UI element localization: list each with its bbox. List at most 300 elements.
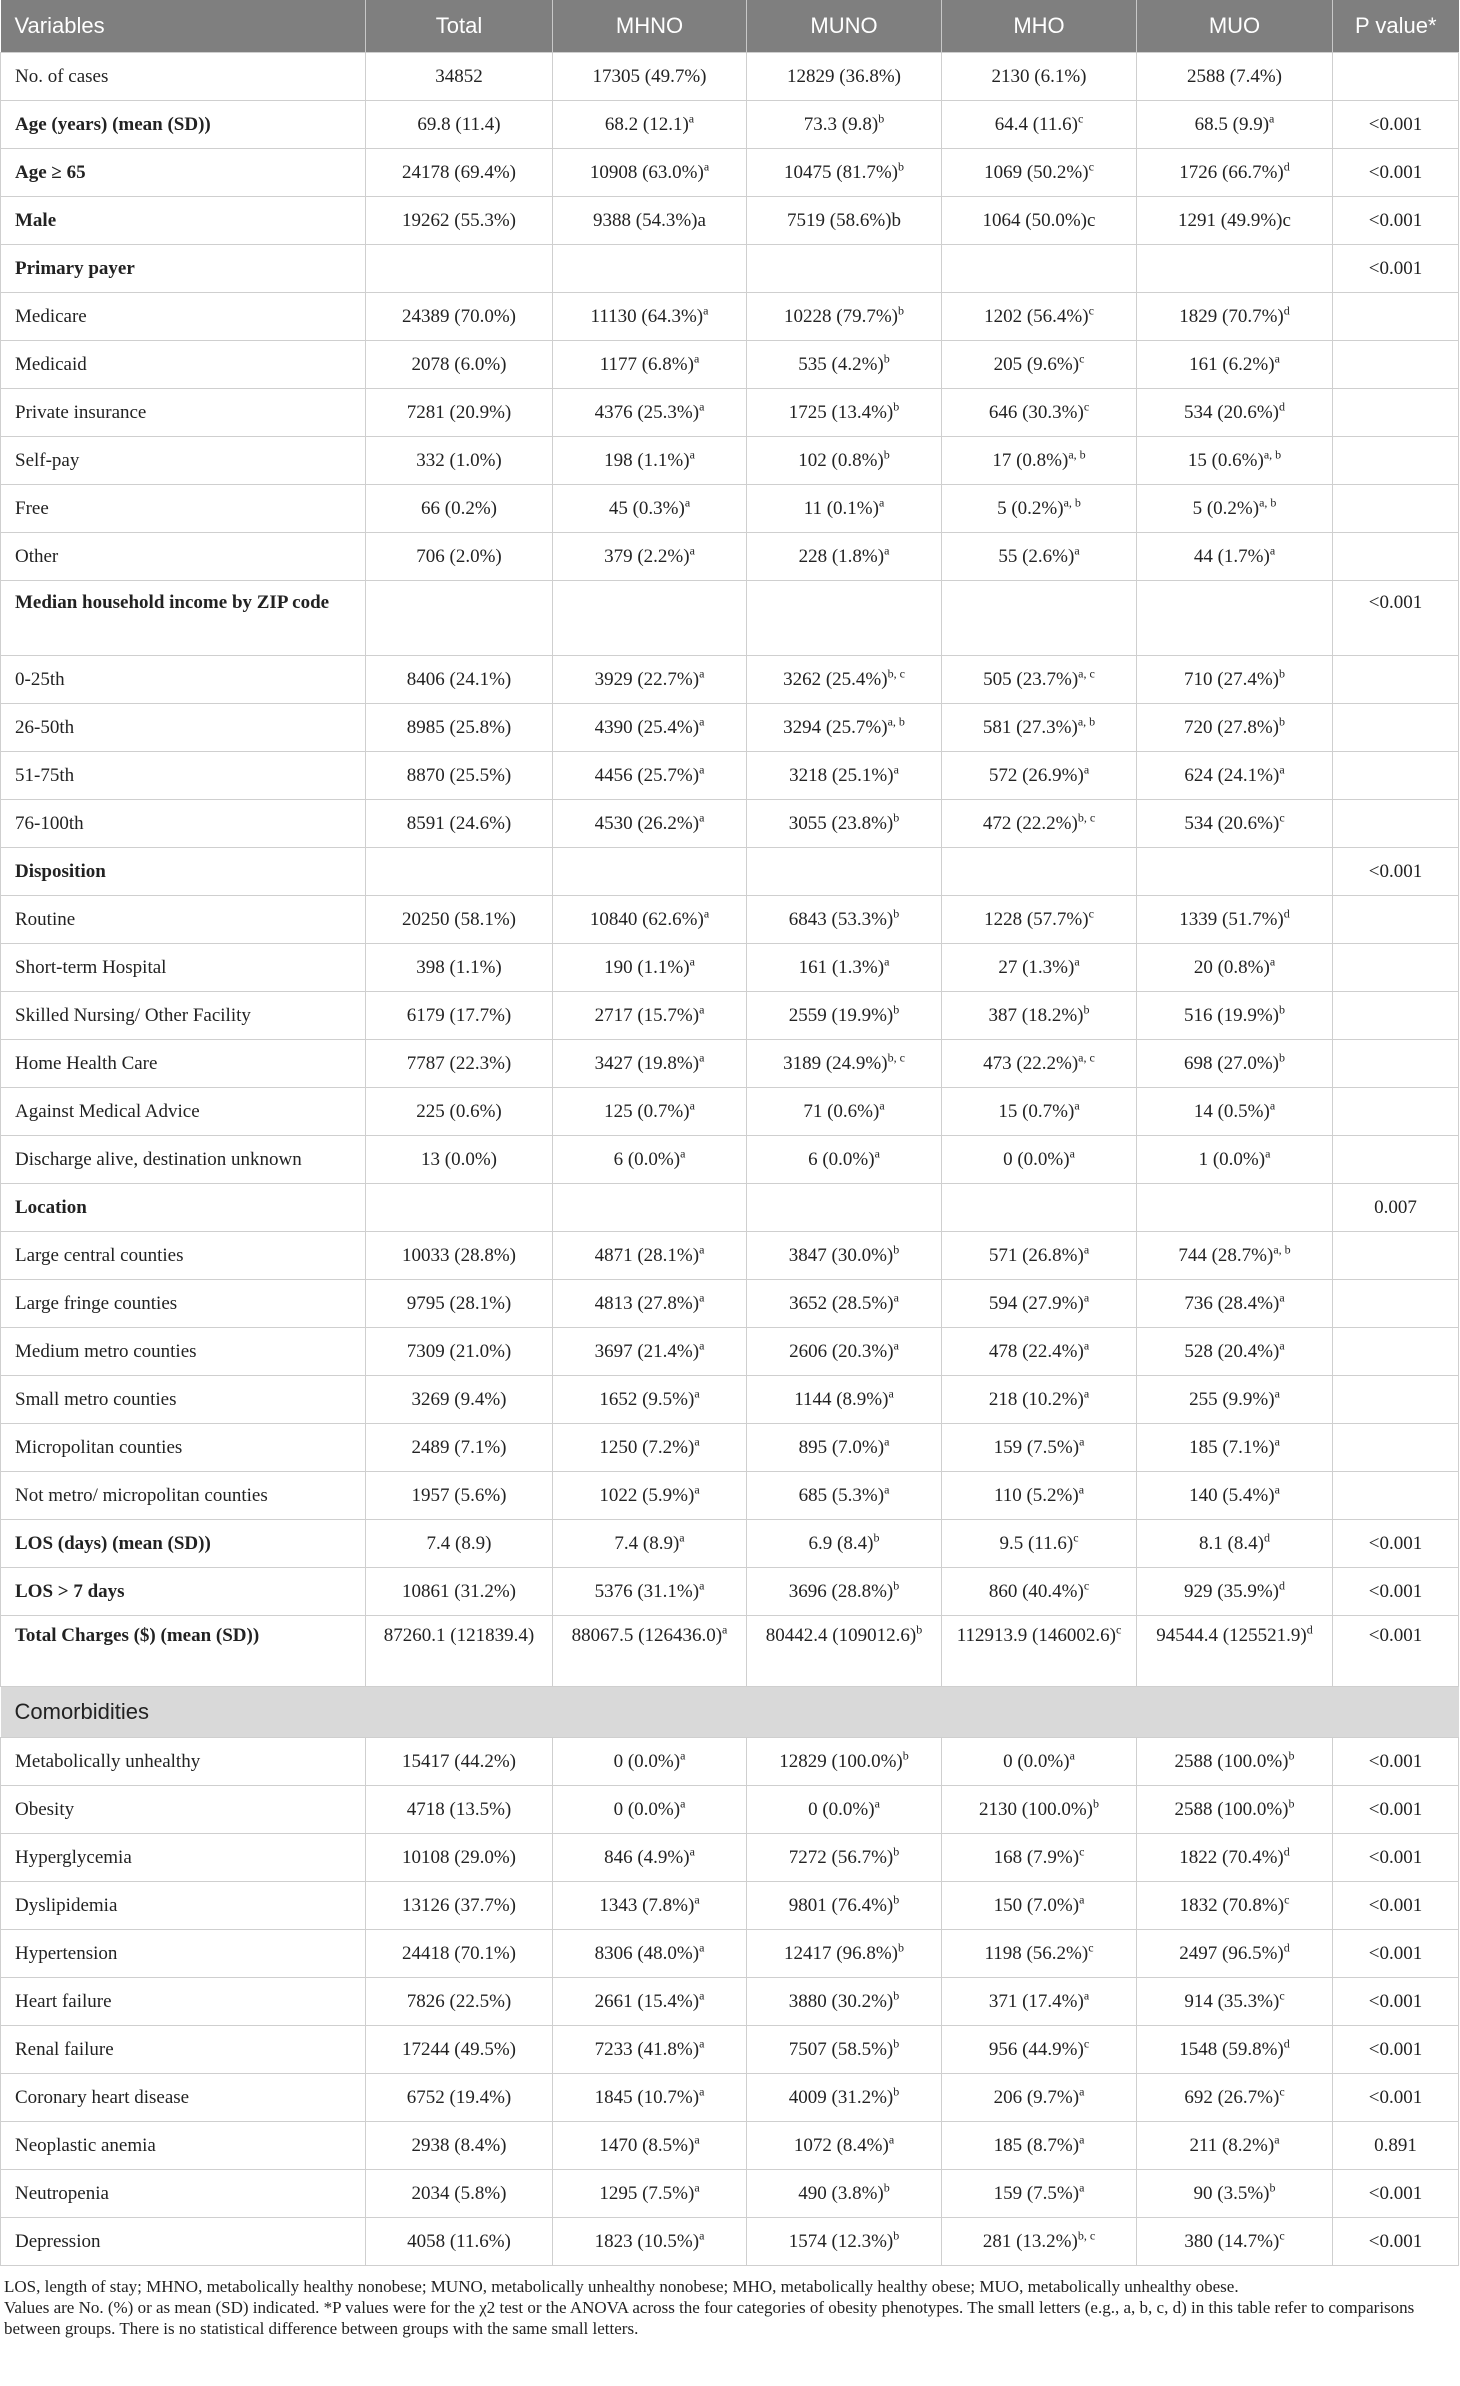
cell-value: 698 (27.0%) <box>1184 1052 1279 1074</box>
cell-value: 3880 (30.2%) <box>788 1990 894 2012</box>
comparison-letter: a <box>699 2228 705 2243</box>
cell-value: 8406 (24.1%) <box>406 668 512 690</box>
cell-value: Home Health Care <box>15 1052 158 1074</box>
row-cell <box>747 656 942 704</box>
comparison-letter: b <box>893 1844 900 1859</box>
row-cell <box>553 341 747 389</box>
comparison-letter: a <box>884 954 890 969</box>
comparison-letter: d <box>1283 303 1290 318</box>
cell-value: Small metro counties <box>15 1388 177 1410</box>
cell-value: Self-pay <box>15 449 80 471</box>
row-cell <box>942 293 1137 341</box>
row-cell <box>1137 848 1333 896</box>
cell-value: 281 (13.2%) <box>982 2230 1078 2252</box>
cell-value: 1228 (57.7%) <box>984 908 1089 930</box>
cell-value: 4813 (27.8%) <box>594 1292 700 1314</box>
cell-value: 3055 (23.8%) <box>788 812 894 834</box>
cell-value: 387 (18.2%) <box>988 1004 1084 1026</box>
row-label <box>1 2026 366 2074</box>
cell-value: 473 (22.2%) <box>983 1052 1079 1074</box>
cell-value: 1829 (70.7%) <box>1179 305 1284 327</box>
cell-value: <0.001 <box>1368 113 1423 135</box>
cell-value: Skilled Nursing/ Other Facility <box>15 1004 251 1026</box>
comparison-letter: b <box>893 399 900 414</box>
cell-value: 860 (40.4%) <box>988 1580 1084 1602</box>
row-cell <box>553 1136 747 1184</box>
row-cell <box>942 1834 1137 1882</box>
row-label <box>1 1376 366 1424</box>
row-cell <box>553 848 747 896</box>
cell-value: 110 (5.2%) <box>993 1484 1079 1506</box>
comparison-letter: a, b <box>1077 714 1096 729</box>
comparison-letter: c <box>1115 1622 1122 1637</box>
comparison-letter: a <box>699 762 705 777</box>
table-row <box>1 1616 1459 1687</box>
row-cell <box>366 704 553 752</box>
cell-value: 692 (26.7%) <box>1184 2086 1280 2108</box>
row-cell <box>942 437 1137 485</box>
row-p-value <box>1333 1088 1459 1136</box>
row-cell <box>942 581 1137 656</box>
cell-value: Other <box>15 545 59 567</box>
row-cell <box>553 389 747 437</box>
row-p-value <box>1333 1376 1459 1424</box>
row-p-value <box>1333 1978 1459 2026</box>
cell-value: 6 (0.0%) <box>808 1148 875 1170</box>
row-cell <box>942 341 1137 389</box>
cell-value: 4718 (13.5%) <box>406 1798 512 1820</box>
row-p-value <box>1333 389 1459 437</box>
row-label <box>1 848 366 896</box>
comparison-letter: b <box>897 159 904 174</box>
row-cell <box>366 1882 553 1930</box>
row-label <box>1 101 366 149</box>
row-cell <box>747 752 942 800</box>
row-cell <box>942 1088 1137 1136</box>
comparison-letter: a <box>699 1242 705 1257</box>
row-p-value <box>1333 800 1459 848</box>
cell-value: 11 (0.1%) <box>803 497 879 519</box>
comparison-letter: a <box>1069 1146 1075 1161</box>
row-cell <box>942 485 1137 533</box>
table-row <box>1 245 1459 293</box>
row-cell <box>942 1472 1137 1520</box>
row-cell <box>553 1786 747 1834</box>
cell-value: 3269 (9.4%) <box>411 1388 507 1410</box>
table-row <box>1 1882 1459 1930</box>
comparison-letter: b <box>897 1940 904 1955</box>
comparison-letter: a <box>878 495 885 510</box>
cell-value: 140 (5.4%) <box>1189 1484 1275 1506</box>
cell-value: Medicaid <box>15 353 87 375</box>
row-cell <box>366 1472 553 1520</box>
row-cell <box>942 197 1137 245</box>
row-cell <box>1137 1472 1333 1520</box>
table-row <box>1 437 1459 485</box>
cell-value: 7519 (58.6%)b <box>787 209 901 231</box>
cell-value: 1202 (56.4%) <box>984 305 1089 327</box>
cell-value: 7.4 (8.9) <box>614 1532 680 1554</box>
row-cell <box>553 1834 747 1882</box>
cell-value: Large fringe counties <box>15 1292 178 1314</box>
cell-value: <0.001 <box>1368 161 1423 183</box>
cell-value: 55 (2.6%) <box>998 545 1075 567</box>
row-cell <box>553 1882 747 1930</box>
cell-value: 87260.1 (121839.4) <box>383 1625 535 1646</box>
cell-value: 12829 (100.0%) <box>779 1750 903 1772</box>
cell-value: 17305 (49.7%) <box>592 65 707 87</box>
comparison-letter: a <box>1069 1748 1075 1763</box>
row-cell <box>942 1978 1137 2026</box>
comparison-letter: a <box>680 1146 686 1161</box>
comparison-letter: a <box>699 1290 705 1305</box>
row-cell <box>1137 752 1333 800</box>
header-mhno: MHNO <box>553 0 747 53</box>
comparison-letter: b <box>893 2228 900 2243</box>
comparison-letter: a <box>1083 1242 1090 1257</box>
cell-value: 7.4 (8.9) <box>426 1532 492 1554</box>
comparison-letter: a <box>699 1002 705 1017</box>
row-cell <box>553 101 747 149</box>
cell-value: 4456 (25.7%) <box>594 764 700 786</box>
comparison-letter: a <box>679 1530 685 1545</box>
comparison-letter: a <box>703 303 709 318</box>
cell-value: 14 (0.5%) <box>1193 1100 1270 1122</box>
table-row <box>1 1978 1459 2026</box>
cell-value: 150 (7.0%) <box>993 1894 1080 1916</box>
header-muno: MUNO <box>747 0 942 53</box>
row-p-value <box>1333 752 1459 800</box>
row-p-value <box>1333 245 1459 293</box>
row-cell <box>942 656 1137 704</box>
row-label <box>1 1882 366 1930</box>
cell-value: 13 (0.0%) <box>421 1148 497 1170</box>
cell-value: 581 (27.3%) <box>982 716 1078 738</box>
cell-value: Metabolically unhealthy <box>15 1750 201 1772</box>
comparison-letter: b <box>893 2084 900 2099</box>
row-cell <box>747 389 942 437</box>
comparison-letter: a <box>1279 762 1285 777</box>
table-row <box>1 1088 1459 1136</box>
row-p-value <box>1333 896 1459 944</box>
row-cell <box>942 1376 1137 1424</box>
row-label <box>1 1834 366 1882</box>
cell-value: 1652 (9.5%) <box>599 1388 695 1410</box>
row-cell <box>747 1930 942 1978</box>
comparison-letter: a <box>699 2036 705 2051</box>
comparison-letter: a <box>694 1482 700 1497</box>
row-cell <box>747 1088 942 1136</box>
cell-value: 1339 (51.7%) <box>1179 908 1284 930</box>
cell-value: Neutropenia <box>15 2182 109 2204</box>
cell-value: 8306 (48.0%) <box>594 1942 700 1964</box>
row-cell <box>366 1088 553 1136</box>
cell-value: 0 (0.0%) <box>613 1798 681 1820</box>
cell-value: 3262 (25.4%) <box>783 668 888 690</box>
row-label <box>1 1472 366 1520</box>
table-row <box>1 149 1459 197</box>
row-label <box>1 389 366 437</box>
row-p-value <box>1333 2026 1459 2074</box>
cell-value: 80442.4 (109012.6) <box>765 1625 917 1646</box>
cell-value: 3929 (22.7%) <box>594 668 700 690</box>
cell-value: 198 (1.1%) <box>604 449 690 471</box>
table-row <box>1 533 1459 581</box>
cell-value: 1069 (50.2%) <box>984 161 1089 183</box>
table-row <box>1 1328 1459 1376</box>
comparison-letter: a <box>684 495 691 510</box>
cell-value: 8.1 (8.4) <box>1199 1532 1264 1554</box>
cell-value: 1 (0.0%) <box>1198 1148 1266 1170</box>
cell-value: 571 (26.8%) <box>988 1244 1084 1266</box>
cell-value: 1343 (7.8%) <box>599 1894 695 1916</box>
row-cell <box>747 1738 942 1786</box>
row-p-value <box>1333 2170 1459 2218</box>
comparison-letter: a <box>694 1892 700 1907</box>
row-cell <box>366 53 553 101</box>
comparison-letter: a <box>722 1622 728 1637</box>
comparison-letter: b <box>883 2180 890 2195</box>
cell-value: 3652 (28.5%) <box>789 1292 894 1314</box>
row-cell <box>366 656 553 704</box>
comparison-letter: a <box>694 2132 700 2147</box>
comparison-letter: b <box>883 351 890 366</box>
cell-value: 76-100th <box>15 812 84 834</box>
cell-value: 3696 (28.8%) <box>788 1580 894 1602</box>
cell-value: 1072 (8.4%) <box>793 2134 889 2156</box>
cell-value: 534 (20.6%) <box>1184 401 1279 423</box>
row-label <box>1 2122 366 2170</box>
cell-value: Dyslipidemia <box>15 1894 118 1916</box>
comparison-letter: a <box>689 1098 695 1113</box>
row-cell <box>1137 1520 1333 1568</box>
row-label <box>1 533 366 581</box>
comparison-letter: a <box>699 714 705 729</box>
row-p-value <box>1333 1738 1459 1786</box>
row-cell <box>942 752 1137 800</box>
row-cell <box>942 704 1137 752</box>
row-cell <box>366 1424 553 1472</box>
comparison-letter: d <box>1283 1940 1290 1955</box>
table-row <box>1 1424 1459 1472</box>
row-cell <box>747 293 942 341</box>
row-cell <box>942 944 1137 992</box>
comparison-letter: a <box>1274 1482 1280 1497</box>
row-p-value <box>1333 1424 1459 1472</box>
comparison-letter: a <box>1274 351 1280 366</box>
row-cell <box>942 2218 1137 2266</box>
cell-value: 1822 (70.4%) <box>1179 1846 1284 1868</box>
row-cell <box>553 1930 747 1978</box>
row-cell <box>366 1184 553 1232</box>
row-p-value <box>1333 485 1459 533</box>
cell-value: <0.001 <box>1368 592 1423 613</box>
row-cell <box>942 53 1137 101</box>
table-row <box>1 1184 1459 1232</box>
row-cell <box>942 1616 1137 1687</box>
cell-value: 168 (7.9%) <box>993 1846 1080 1868</box>
row-cell <box>1137 896 1333 944</box>
row-cell <box>747 1978 942 2026</box>
table-row <box>1 1376 1459 1424</box>
row-cell <box>366 293 553 341</box>
comparison-letter: a <box>699 810 705 825</box>
row-cell <box>1137 992 1333 1040</box>
row-cell <box>747 437 942 485</box>
header-variables: Variables <box>1 0 366 53</box>
row-cell <box>1137 197 1333 245</box>
cell-value: 15417 (44.2%) <box>402 1750 516 1772</box>
comparison-letter: c <box>1279 2084 1285 2099</box>
comparison-letter: b, c <box>887 666 905 681</box>
row-p-value <box>1333 1040 1459 1088</box>
row-cell <box>553 1472 747 1520</box>
cell-value: 5 (0.2%) <box>1192 497 1260 519</box>
comparison-letter: a <box>1279 1290 1285 1305</box>
row-label <box>1 1088 366 1136</box>
row-cell <box>366 800 553 848</box>
row-p-value <box>1333 1568 1459 1616</box>
cell-value: 20 (0.8%) <box>1193 956 1270 978</box>
row-cell <box>942 1424 1137 1472</box>
comparison-letter: a <box>703 159 710 174</box>
cell-value: 102 (0.8%) <box>798 449 884 471</box>
cell-value: 1725 (13.4%) <box>788 401 894 423</box>
row-p-value <box>1333 1520 1459 1568</box>
header-total: Total <box>366 0 553 53</box>
table-footnotes <box>0 2266 1458 2339</box>
row-label <box>1 1568 366 1616</box>
cell-value: 7281 (20.9%) <box>406 401 512 423</box>
row-cell <box>366 848 553 896</box>
row-cell <box>942 1786 1137 1834</box>
row-cell <box>553 1040 747 1088</box>
row-cell <box>366 1520 553 1568</box>
row-cell <box>1137 581 1333 656</box>
row-p-value <box>1333 581 1459 656</box>
row-label <box>1 53 366 101</box>
cell-value: 19262 (55.3%) <box>402 209 516 231</box>
cell-value: LOS > 7 days <box>15 1580 125 1602</box>
comparison-letter: c <box>1083 1578 1090 1593</box>
comparison-letter: a <box>1083 1290 1090 1305</box>
comparison-letter: d <box>1283 159 1290 174</box>
cell-value: 6 (0.0%) <box>613 1148 681 1170</box>
comparison-letter: a <box>693 351 700 366</box>
row-cell <box>553 1978 747 2026</box>
row-label <box>1 149 366 197</box>
comparison-letter: a, b <box>1259 495 1277 510</box>
row-cell <box>553 485 747 533</box>
row-cell <box>553 1616 747 1687</box>
comparison-letter: a <box>689 543 695 558</box>
comparison-letter: a <box>1079 2180 1085 2195</box>
comparison-letter: a, c <box>1078 666 1095 681</box>
cell-value: 10861 (31.2%) <box>402 1580 516 1602</box>
row-cell <box>747 1136 942 1184</box>
row-label <box>1 2218 366 2266</box>
row-p-value <box>1333 704 1459 752</box>
row-cell <box>553 1184 747 1232</box>
cell-value: Total Charges ($) (mean (SD)) <box>15 1625 260 1646</box>
comparison-letter: a <box>1265 1146 1271 1161</box>
cell-value: 3697 (21.4%) <box>594 1340 700 1362</box>
cell-value: 0 (0.0%) <box>1003 1750 1070 1772</box>
comparison-letter: b <box>1092 1796 1099 1811</box>
cell-value: 205 (9.6%) <box>993 353 1080 375</box>
cell-value: 7272 (56.7%) <box>788 1846 894 1868</box>
table-row <box>1 896 1459 944</box>
comparison-letter: b <box>1278 666 1285 681</box>
cell-value: 185 (7.1%) <box>1189 1436 1275 1458</box>
comparison-letter: a <box>1083 1386 1090 1401</box>
cell-value: 69.8 (11.4) <box>417 113 501 135</box>
comparison-letter: c <box>1079 351 1085 366</box>
cell-value: 3218 (25.1%) <box>789 764 894 786</box>
comparison-letter: d <box>1278 399 1285 414</box>
row-cell <box>553 149 747 197</box>
row-cell <box>747 1616 942 1687</box>
cell-value: Male <box>15 209 57 231</box>
row-cell <box>747 1520 942 1568</box>
row-p-value <box>1333 1472 1459 1520</box>
cell-value: 10108 (29.0%) <box>402 1846 516 1868</box>
cell-value: 3294 (25.7%) <box>783 716 888 738</box>
comparison-letter: a, b <box>1063 495 1081 510</box>
comparison-letter: b <box>893 1892 900 1907</box>
cell-value: 161 (6.2%) <box>1189 353 1275 375</box>
row-label <box>1 1184 366 1232</box>
cell-value: 371 (17.4%) <box>988 1990 1084 2012</box>
row-label <box>1 1616 366 1687</box>
row-label <box>1 1136 366 1184</box>
cell-value: 2497 (96.5%) <box>1179 1942 1284 1964</box>
footnote-statistics: Values are No. (%) or as mean (SD) indicated. *P values were for the χ2 test or the ANOVA across the four categories of obesity phenotypes. The small letters (e.g., a, b, c, d) in this table refer to comparisons between groups. There is no statistical difference between groups with the same small letters. <box>4 2298 1415 2338</box>
comparison-letter: b <box>1278 1002 1285 1017</box>
row-cell <box>366 896 553 944</box>
comparison-letter: d <box>1263 1530 1270 1545</box>
row-label <box>1 485 366 533</box>
row-cell <box>1137 1136 1333 1184</box>
table-row <box>1 944 1459 992</box>
row-cell <box>1137 389 1333 437</box>
comparison-letter: a <box>1074 1098 1080 1113</box>
cell-value: 1144 (8.9%) <box>794 1388 889 1410</box>
cell-value: 685 (5.3%) <box>798 1484 885 1506</box>
comparison-letter: a <box>680 1748 686 1763</box>
cell-value: 505 (23.7%) <box>983 668 1079 690</box>
comparison-letter: a <box>699 666 705 681</box>
row-cell <box>366 245 553 293</box>
header-p-value: P value* <box>1333 0 1459 53</box>
comparison-letter: a <box>703 906 710 921</box>
row-cell <box>747 101 942 149</box>
cell-value: 332 (1.0%) <box>416 449 502 471</box>
cell-value: 10840 (62.6%) <box>589 908 704 930</box>
comparison-letter: a <box>1083 762 1090 777</box>
cell-value: 2130 (6.1%) <box>991 65 1087 87</box>
cell-value: <0.001 <box>1368 1625 1423 1646</box>
row-cell <box>366 992 553 1040</box>
cell-value: 380 (14.7%) <box>1184 2230 1280 2252</box>
cell-value: 185 (8.7%) <box>993 2134 1080 2156</box>
row-cell <box>553 293 747 341</box>
header-mho: MHO <box>942 0 1137 53</box>
cell-value: 2661 (15.4%) <box>594 1990 700 2012</box>
row-cell <box>747 944 942 992</box>
table-row <box>1 1738 1459 1786</box>
cell-value: 710 (27.4%) <box>1184 668 1279 690</box>
